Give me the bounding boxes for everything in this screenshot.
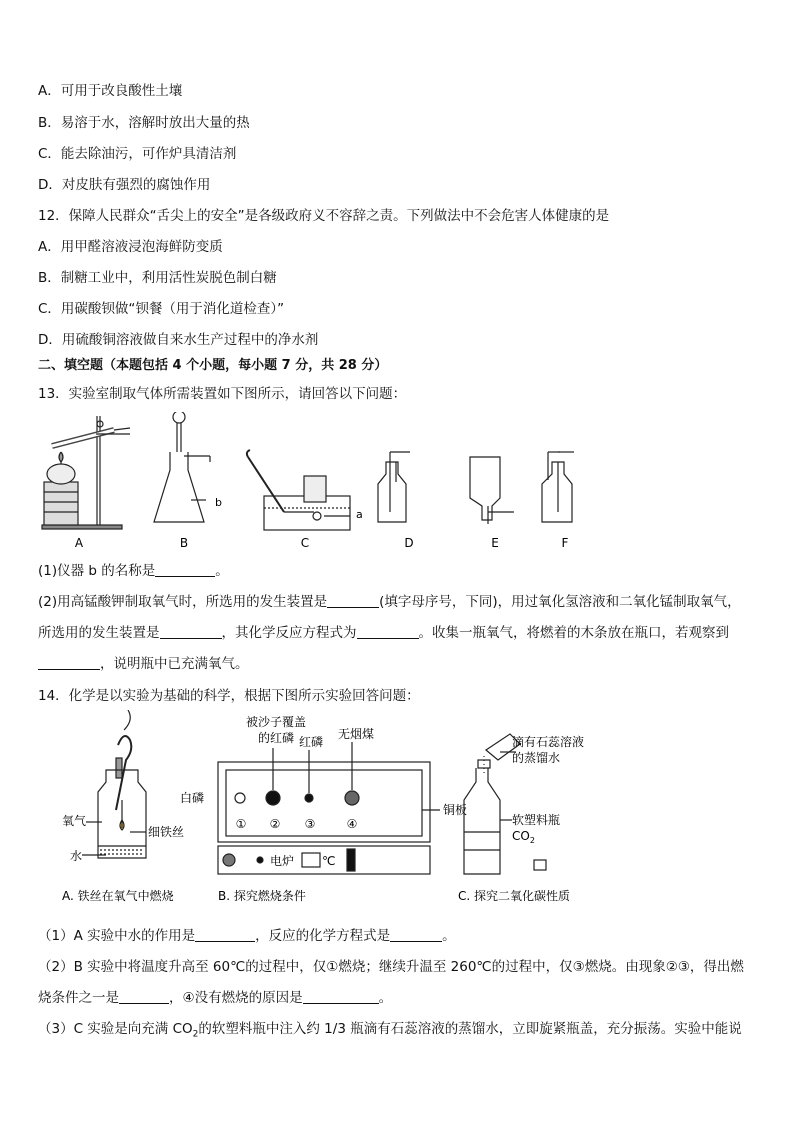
apparatus-b <box>154 412 210 522</box>
fig-label-f: F <box>561 536 569 550</box>
q13-part2-line1: (2)用高锰酸钾制取氧气时，所选用的发生装置是 (填字母序号，下同)，用过氧化氢溶液和二氧化锰制取氧气， <box>38 594 741 610</box>
fig-label-b: B <box>179 536 189 550</box>
q11-option-a: A．可用于改良酸性土壤 <box>38 83 183 99</box>
q12-option-d: D．用硫酸铜溶液做自来水生产过程中的净水剂 <box>38 332 319 348</box>
fig-b-num-2: ② <box>269 817 281 831</box>
q14-experiment-figure <box>36 710 596 910</box>
fig-a-caption: A. 铁丝在氧气中燃烧 <box>62 889 174 903</box>
q12-option-c: C．用碳酸钡做“钡餐（用于消化道检查）” <box>38 301 285 317</box>
q13-part2-line2: 所选用的发生装置是 ，其化学反应方程式为 。收集一瓶氧气，将燃着的木条放在瓶口，若观察到 <box>38 625 729 641</box>
q14-stem: 14．化学是以实验为基础的科学，根据下图所示实验回答问题： <box>38 688 420 704</box>
apparatus-d <box>378 452 410 522</box>
label-a: a <box>356 508 363 521</box>
figure-a-apparatus <box>82 710 146 858</box>
q14-part2-line2: 烧条件之一是 ，④没有燃烧的原因是 。 <box>38 990 393 1006</box>
answer-blank[interactable] <box>303 989 379 1004</box>
fig-b-num-1: ① <box>235 817 247 831</box>
q14-part1: （1）A 实验中水的作用是 ，反应的化学方程式是 。 <box>38 928 456 944</box>
q13-apparatus-figure <box>34 412 594 552</box>
q13-stem: 13．实验室制取气体所需装置如下图所示，请回答以下问题： <box>38 386 407 402</box>
fig-c-bottle: 软塑料瓶 <box>512 813 561 827</box>
fig-label-a: A <box>74 536 84 550</box>
answer-blank[interactable] <box>119 989 169 1004</box>
fig-label-e: E <box>491 536 499 550</box>
apparatus-c <box>247 450 350 530</box>
fig-b-red-phosphorus: 红磷 <box>298 735 324 749</box>
fig-b-white-phosphorus: 白磷 <box>180 791 205 805</box>
q13-part1: (1)仪器 b 的名称是 。 <box>38 563 229 579</box>
q11-option-b: B．易溶于水，溶解时放出大量的热 <box>38 115 250 131</box>
fig-b-caption: B. 探究燃烧条件 <box>218 889 306 903</box>
fig-a-water: 水 <box>70 849 83 863</box>
q11-option-d: D．对皮肤有强烈的腐蚀作用 <box>38 177 211 193</box>
q12-option-a: A．用甲醛溶液浸泡海鲜防变质 <box>38 239 223 255</box>
answer-blank[interactable] <box>390 927 442 942</box>
fig-c-co2: $CO_2$ <box>512 829 535 845</box>
answer-blank[interactable] <box>327 593 379 608</box>
fig-b-anthracite: 无烟煤 <box>337 727 375 741</box>
section-title: 二、填空题（本题包括 4 个小题，每小题 7 分，共 28 分） <box>38 358 388 373</box>
apparatus-e <box>470 457 514 524</box>
q14-part3-line1: （3）C 实验是向充满 $CO_2$的软塑料瓶中注入约 1/3 瓶滴有石蕊溶液的蒸馏水，立即旋紧瓶盖，充分振荡。实验中能说 <box>38 1021 742 1040</box>
fig-b-covered-1: 被沙子覆盖 <box>245 715 307 729</box>
q11-option-c: C．能去除油污，可作炉具清洁剂 <box>38 146 237 162</box>
label-b: b <box>215 496 222 509</box>
fig-b-num-3: ③ <box>304 817 316 831</box>
fig-a-wire: 细铁丝 <box>148 825 185 839</box>
fig-b-unit: ℃ <box>322 854 336 868</box>
fig-c-dropper-1: 滴有石蕊溶液 <box>512 735 585 749</box>
answer-blank[interactable] <box>357 624 419 639</box>
apparatus-f <box>542 452 574 522</box>
fig-b-copper-plate: 铜板 <box>443 803 468 817</box>
fig-b-stove: 电炉 <box>270 854 295 868</box>
q13-part2-line3: ，说明瓶中已充满氧气。 <box>38 654 249 674</box>
fig-c-caption: C. 探究二氧化碳性质 <box>458 889 571 903</box>
q12-stem: 12．保障人民群众“舌尖上的安全”是各级政府义不容辞之责。下列做法中不会危害人体健康的是 <box>38 208 610 224</box>
answer-blank[interactable] <box>160 624 222 639</box>
fig-a-oxygen: 氧气 <box>62 814 87 828</box>
q12-option-b: B．制糖工业中，利用活性炭脱色制白糖 <box>38 270 277 286</box>
fig-c-dropper-2: 的蒸馏水 <box>512 751 561 765</box>
q14-part2-line1: （2）B 实验中将温度升高至 60℃的过程中，仅①燃烧；继续升温至 260℃的过程中，仅③燃烧。由现象②③，得出燃 <box>38 959 744 975</box>
apparatus-a <box>42 416 130 529</box>
fig-label-d: D <box>404 536 414 550</box>
answer-blank[interactable] <box>195 927 255 942</box>
answer-blank[interactable] <box>38 655 100 670</box>
fig-b-covered-2: 的红磷 <box>257 731 295 745</box>
fig-label-c: C <box>300 536 310 550</box>
answer-blank[interactable] <box>155 562 215 577</box>
fig-b-num-4: ④ <box>346 817 358 831</box>
